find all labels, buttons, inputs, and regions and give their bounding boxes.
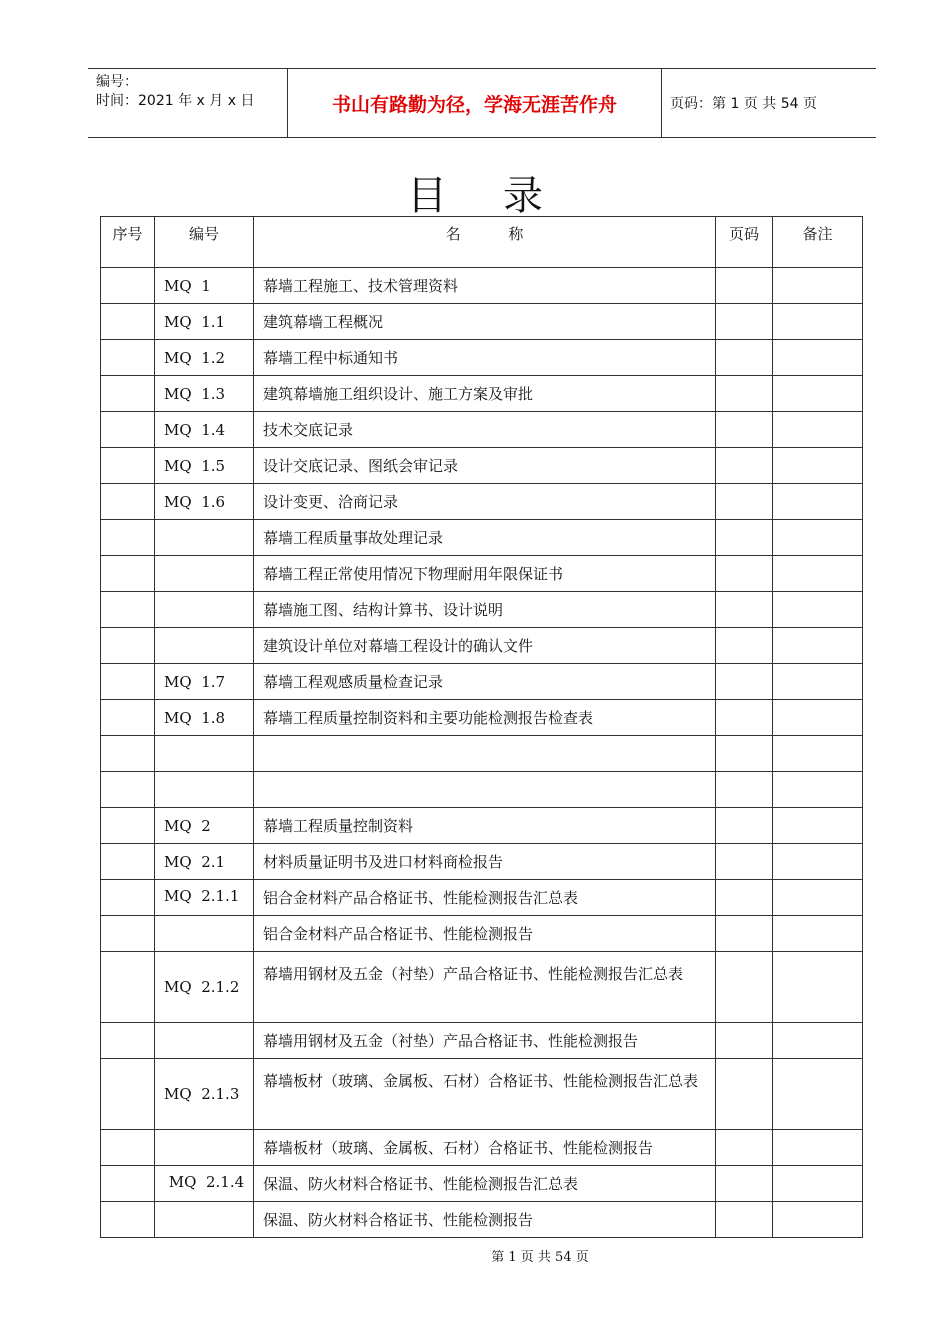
page-cell: [716, 1023, 773, 1059]
code-cell: MQ 1.2: [155, 340, 254, 376]
remark-cell: [773, 556, 863, 592]
time-label: 时间：2021 年 x 月 x 日: [96, 93, 255, 109]
name-cell: 幕墙工程观感质量检查记录: [254, 664, 716, 700]
table-row: [101, 700, 863, 736]
code-cell: MQ 1.3: [155, 376, 254, 412]
page-cell: [716, 304, 773, 340]
page-cell: [716, 1166, 773, 1202]
remark-cell: [773, 844, 863, 880]
name-cell: 铝合金材料产品合格证书、性能检测报告: [254, 916, 716, 952]
seq-cell: [101, 700, 155, 736]
table-row: [101, 556, 863, 592]
page-cell: [716, 268, 773, 304]
seq-cell: [101, 592, 155, 628]
table-row: [101, 808, 863, 844]
seq-cell: [101, 916, 155, 952]
code-cell: MQ 1.1: [155, 304, 254, 340]
table-row: [101, 772, 863, 808]
remark-cell: [773, 448, 863, 484]
name-cell: 幕墙工程施工、技术管理资料: [254, 268, 716, 304]
code-cell: MQ 1.7: [155, 664, 254, 700]
code-cell: [155, 592, 254, 628]
name-cell: 建筑幕墙施工组织设计、施工方案及审批: [254, 376, 716, 412]
seq-cell: [101, 412, 155, 448]
name-cell: 幕墙工程质量控制资料: [254, 808, 716, 844]
remark-cell: [773, 628, 863, 664]
page-cell: [716, 844, 773, 880]
seq-cell: [101, 628, 155, 664]
table-row: [101, 520, 863, 556]
table-row: [101, 952, 863, 1023]
table-row: [101, 628, 863, 664]
seq-cell: [101, 376, 155, 412]
page-cell: [716, 628, 773, 664]
code-cell: MQ 2.1.2: [155, 952, 254, 1023]
remark-cell: [773, 484, 863, 520]
seq-cell: [101, 448, 155, 484]
code-cell: [155, 916, 254, 952]
remark-cell: [773, 1166, 863, 1202]
page-cell: [716, 1059, 773, 1130]
table-row: [101, 1059, 863, 1130]
table-row: [101, 664, 863, 700]
code-cell: [155, 1130, 254, 1166]
page-cell: [716, 1130, 773, 1166]
table-header-row: [101, 217, 863, 268]
remark-cell: [773, 1023, 863, 1059]
code-cell: [155, 772, 254, 808]
table-row: [101, 340, 863, 376]
code-cell: [155, 628, 254, 664]
name-cell: 幕墙板材（玻璃、金属板、石材）合格证书、性能检测报告: [254, 1130, 716, 1166]
page-cell: [716, 340, 773, 376]
code-cell: MQ 2: [155, 808, 254, 844]
page-cell: [716, 700, 773, 736]
name-cell: 幕墙工程正常使用情况下物理耐用年限保证书: [254, 556, 716, 592]
code-cell: [155, 1202, 254, 1238]
remark-cell: [773, 520, 863, 556]
table-row: [101, 1023, 863, 1059]
name-cell: 幕墙工程质量事故处理记录: [254, 520, 716, 556]
remark-cell: [773, 880, 863, 916]
name-cell: 设计变更、洽商记录: [254, 484, 716, 520]
seq-cell: [101, 664, 155, 700]
name-cell: 保温、防火材料合格证书、性能检测报告: [254, 1202, 716, 1238]
name-cell: 建筑设计单位对幕墙工程设计的确认文件: [254, 628, 716, 664]
code-cell: MQ 1.5: [155, 448, 254, 484]
seq-cell: [101, 880, 155, 916]
col-header-code: 编号: [155, 217, 254, 268]
header-meta: [96, 73, 288, 111]
name-cell: 铝合金材料产品合格证书、性能检测报告汇总表: [254, 880, 716, 916]
table-row: [101, 1202, 863, 1238]
page-cell: [716, 1202, 773, 1238]
table-row: [101, 1130, 863, 1166]
table-row: [101, 376, 863, 412]
code-cell: MQ 1.6: [155, 484, 254, 520]
remark-cell: [773, 376, 863, 412]
name-cell: 幕墙工程质量控制资料和主要功能检测报告检查表: [254, 700, 716, 736]
name-cell: [254, 772, 716, 808]
page-cell: [716, 376, 773, 412]
remark-cell: [773, 808, 863, 844]
table-row: [101, 916, 863, 952]
seq-cell: [101, 1059, 155, 1130]
seq-cell: [101, 484, 155, 520]
page-cell: [716, 592, 773, 628]
name-cell: 材料质量证明书及进口材料商检报告: [254, 844, 716, 880]
table-row: [101, 1166, 863, 1202]
remark-cell: [773, 952, 863, 1023]
code-cell: [155, 1023, 254, 1059]
header-page-info: 页码：第 1 页 共 54 页: [670, 96, 817, 112]
table-row: [101, 484, 863, 520]
seq-cell: [101, 952, 155, 1023]
col-header-name: 名 称: [254, 217, 716, 268]
col-header-page: 页码: [716, 217, 773, 268]
seq-cell: [101, 304, 155, 340]
page-cell: [716, 952, 773, 1023]
name-cell: 幕墙用钢材及五金（衬垫）产品合格证书、性能检测报告: [254, 1023, 716, 1059]
name-cell: 技术交底记录: [254, 412, 716, 448]
page-title: 目录: [407, 173, 599, 219]
seq-cell: [101, 520, 155, 556]
remark-cell: [773, 916, 863, 952]
code-cell: MQ 2.1: [155, 844, 254, 880]
seq-cell: [101, 556, 155, 592]
toc-table: [100, 216, 863, 1238]
seq-cell: [101, 808, 155, 844]
code-cell: MQ 1: [155, 268, 254, 304]
page-cell: [716, 664, 773, 700]
table-row: [101, 304, 863, 340]
page-cell: [716, 556, 773, 592]
remark-cell: [773, 592, 863, 628]
seq-cell: [101, 268, 155, 304]
code-cell: [155, 520, 254, 556]
name-cell: 建筑幕墙工程概况: [254, 304, 716, 340]
remark-cell: [773, 772, 863, 808]
seq-cell: [101, 772, 155, 808]
code-cell: MQ 2.1.1: [155, 880, 254, 916]
col-header-seq: 序号: [101, 217, 155, 268]
remark-cell: [773, 664, 863, 700]
seq-cell: [101, 1202, 155, 1238]
name-cell: 幕墙用钢材及五金（衬垫）产品合格证书、性能检测报告汇总表: [254, 952, 716, 1023]
remark-cell: [773, 1202, 863, 1238]
remark-cell: [773, 700, 863, 736]
number-label: 编号：: [96, 74, 138, 90]
table-row: [101, 448, 863, 484]
table-row: [101, 736, 863, 772]
code-cell: [155, 736, 254, 772]
code-cell: MQ 2.1.4: [155, 1166, 254, 1202]
page-cell: [716, 448, 773, 484]
table-row: [101, 844, 863, 880]
seq-cell: [101, 1023, 155, 1059]
table-row: [101, 412, 863, 448]
code-cell: MQ 2.1.3: [155, 1059, 254, 1130]
col-header-remark: 备注: [773, 217, 863, 268]
seq-cell: [101, 736, 155, 772]
seq-cell: [101, 1130, 155, 1166]
page-cell: [716, 916, 773, 952]
name-cell: 幕墙工程中标通知书: [254, 340, 716, 376]
table-row: [101, 268, 863, 304]
page-cell: [716, 772, 773, 808]
name-cell: 设计交底记录、图纸会审记录: [254, 448, 716, 484]
table-row: [101, 592, 863, 628]
code-cell: [155, 556, 254, 592]
name-cell: 幕墙板材（玻璃、金属板、石材）合格证书、性能检测报告汇总表: [254, 1059, 716, 1130]
remark-cell: [773, 304, 863, 340]
page-cell: [716, 520, 773, 556]
page-footer: 第 1 页 共 54 页: [491, 1250, 589, 1265]
remark-cell: [773, 340, 863, 376]
page-cell: [716, 484, 773, 520]
page-cell: [716, 808, 773, 844]
header-motto: 书山有路勤为径，学海无涯苦作舟: [287, 69, 662, 137]
seq-cell: [101, 844, 155, 880]
remark-cell: [773, 412, 863, 448]
remark-cell: [773, 1130, 863, 1166]
table-row: [101, 880, 863, 916]
name-cell: 幕墙施工图、结构计算书、设计说明: [254, 592, 716, 628]
remark-cell: [773, 1059, 863, 1130]
seq-cell: [101, 1166, 155, 1202]
seq-cell: [101, 340, 155, 376]
code-cell: MQ 1.8: [155, 700, 254, 736]
code-cell: MQ 1.4: [155, 412, 254, 448]
remark-cell: [773, 736, 863, 772]
page-cell: [716, 412, 773, 448]
page-cell: [716, 880, 773, 916]
page-cell: [716, 736, 773, 772]
name-cell: [254, 736, 716, 772]
page-header: [88, 68, 876, 138]
remark-cell: [773, 268, 863, 304]
name-cell: 保温、防火材料合格证书、性能检测报告汇总表: [254, 1166, 716, 1202]
